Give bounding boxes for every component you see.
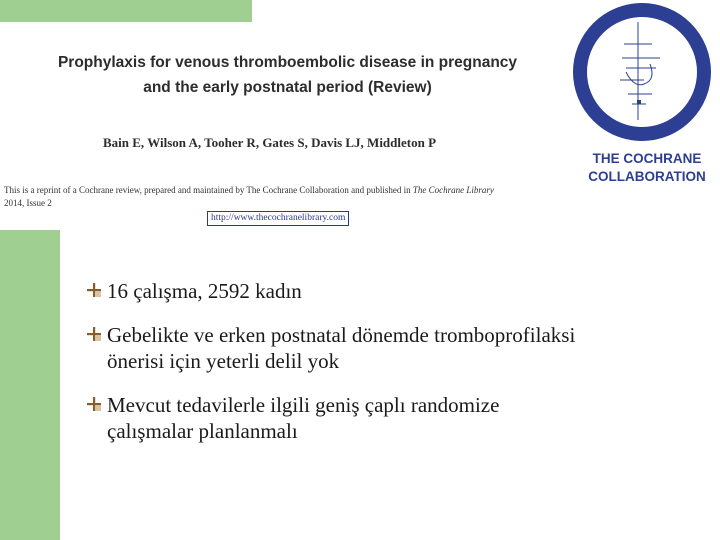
reprint-note: [4, 184, 564, 210]
paper-authors: Bain E, Wilson A, Tooher R, Gates S, Davis LJ, Middleton P: [103, 135, 437, 150]
bullet-text: Gebelikte ve erken postnatal dönemde tromboprofilaksi önerisi için yeterli delil yok: [107, 323, 576, 373]
decorative-top-bar: [0, 0, 252, 22]
library-url-link[interactable]: http://www.thecochranelibrary.com: [207, 211, 349, 226]
cochrane-logo-icon: [566, 0, 720, 150]
issue-text: 2014, Issue 2: [4, 198, 52, 208]
logo-line-1: THE COCHRANE: [592, 151, 702, 166]
bullet-icon: [87, 327, 101, 341]
logo-line-2: COLLABORATION: [588, 169, 706, 184]
bullet-icon: [87, 397, 101, 411]
bullet-text: 16 çalışma, 2592 kadın: [107, 279, 302, 303]
bullet-item: [87, 278, 587, 304]
bullet-item: [87, 392, 587, 444]
paper-title: [10, 50, 565, 100]
reprint-text: This is a reprint of a Cochrane review, prepared and maintained by The Cochrane Collaboration and published in: [4, 185, 411, 195]
paper-title-line-2: and the early postnatal period (Review): [143, 79, 432, 96]
bullet-list: [87, 278, 587, 462]
library-name: The Cochrane Library: [412, 185, 494, 195]
bullet-item: [87, 322, 587, 374]
logo-wordmark: [572, 150, 720, 186]
paper-title-line-1: Prophylaxis for venous thromboembolic disease in pregnancy: [57, 54, 518, 71]
bullet-text: Mevcut tedavilerle ilgili geniş çaplı randomize çalışmalar planlanmalı: [107, 393, 500, 443]
bullet-icon: [87, 283, 101, 297]
decorative-left-bar: [0, 230, 60, 540]
